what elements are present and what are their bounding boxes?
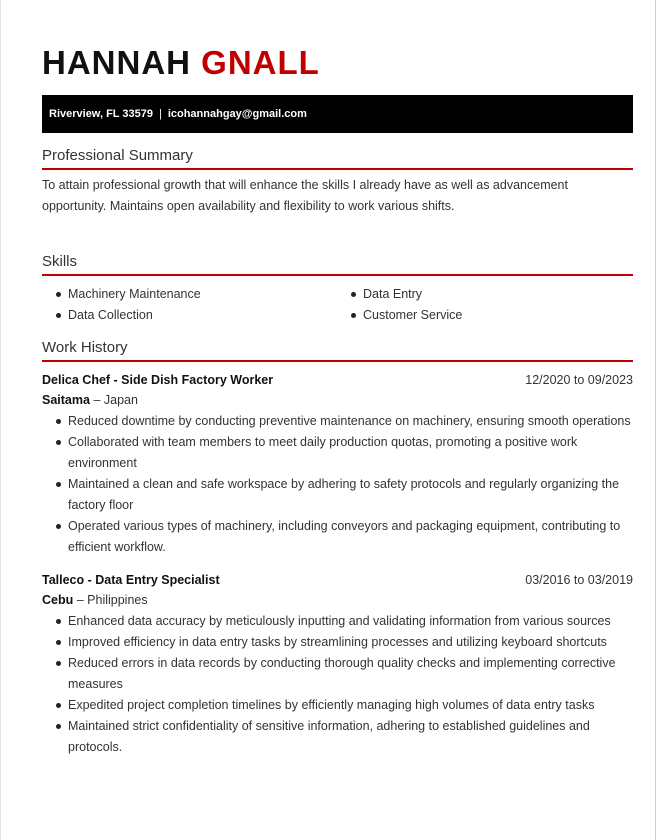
summary-section bbox=[42, 146, 633, 217]
first-name: HANNAH bbox=[42, 44, 191, 81]
job-bullet: Reduced downtime by conducting preventive maintenance on machinery, ensuring smooth operations bbox=[42, 411, 633, 432]
candidate-name bbox=[42, 44, 320, 82]
job-bullets bbox=[42, 411, 633, 558]
work-history-section bbox=[42, 338, 633, 758]
skill-item: Data Entry bbox=[337, 284, 632, 305]
job-title: Talleco - Data Entry Specialist bbox=[42, 573, 220, 587]
job-header bbox=[42, 570, 633, 590]
job-city: Cebu bbox=[42, 593, 74, 607]
job-bullet: Improved efficiency in data entry tasks by streamlining processes and utilizing keyboard shortcuts bbox=[42, 632, 633, 653]
job-dates: 12/2020 to 09/2023 bbox=[525, 373, 633, 387]
job-country: – Philippines bbox=[76, 593, 148, 607]
job-bullet: Reduced errors in data records by conducting thorough quality checks and implementing corrective measures bbox=[42, 653, 633, 695]
summary-title: Professional Summary bbox=[42, 146, 633, 170]
job-entry bbox=[42, 570, 633, 758]
work-history-title: Work History bbox=[42, 338, 633, 362]
skill-item: Machinery Maintenance bbox=[42, 284, 337, 305]
last-name: GNALL bbox=[201, 44, 320, 81]
contact-bar bbox=[42, 95, 633, 133]
email-text[interactable]: icohannahgay@gmail.com bbox=[167, 108, 307, 120]
job-bullet: Maintained strict confidentiality of sensitive information, adhering to established guidelines and protocols. bbox=[42, 716, 633, 758]
contact-separator: | bbox=[158, 108, 162, 120]
job-bullet: Operated various types of machinery, including conveyors and packaging equipment, contributing to efficient workflow. bbox=[42, 516, 633, 558]
skills-section bbox=[42, 252, 633, 325]
job-header bbox=[42, 370, 633, 390]
skill-item: Data Collection bbox=[42, 305, 337, 326]
job-location bbox=[42, 390, 633, 410]
job-dates: 03/2016 to 03/2019 bbox=[525, 573, 633, 587]
job-city: Saitama bbox=[42, 393, 90, 407]
job-bullets bbox=[42, 611, 633, 758]
job-title: Delica Chef - Side Dish Factory Worker bbox=[42, 373, 274, 387]
summary-text: To attain professional growth that will enhance the skills I already have as well as advancement opportunity. Maintains open availability and flexibility to work various shifts. bbox=[42, 178, 568, 213]
skill-item: Customer Service bbox=[337, 305, 632, 326]
job-bullet: Collaborated with team members to meet daily production quotas, promoting a positive work environment bbox=[42, 432, 633, 474]
job-entry bbox=[42, 370, 633, 558]
skills-title: Skills bbox=[42, 252, 633, 276]
location-text: Riverview, FL 33579 bbox=[49, 108, 153, 120]
job-bullet: Enhanced data accuracy by meticulously inputting and validating information from various sources bbox=[42, 611, 633, 632]
job-bullet: Expedited project completion timelines by efficiently managing high volumes of data entry tasks bbox=[42, 695, 633, 716]
job-country: – Japan bbox=[93, 393, 138, 407]
job-bullet: Maintained a clean and safe workspace by adhering to safety protocols and regularly organizing the factory floor bbox=[42, 474, 633, 516]
job-location bbox=[42, 590, 633, 610]
skills-list bbox=[42, 284, 633, 325]
